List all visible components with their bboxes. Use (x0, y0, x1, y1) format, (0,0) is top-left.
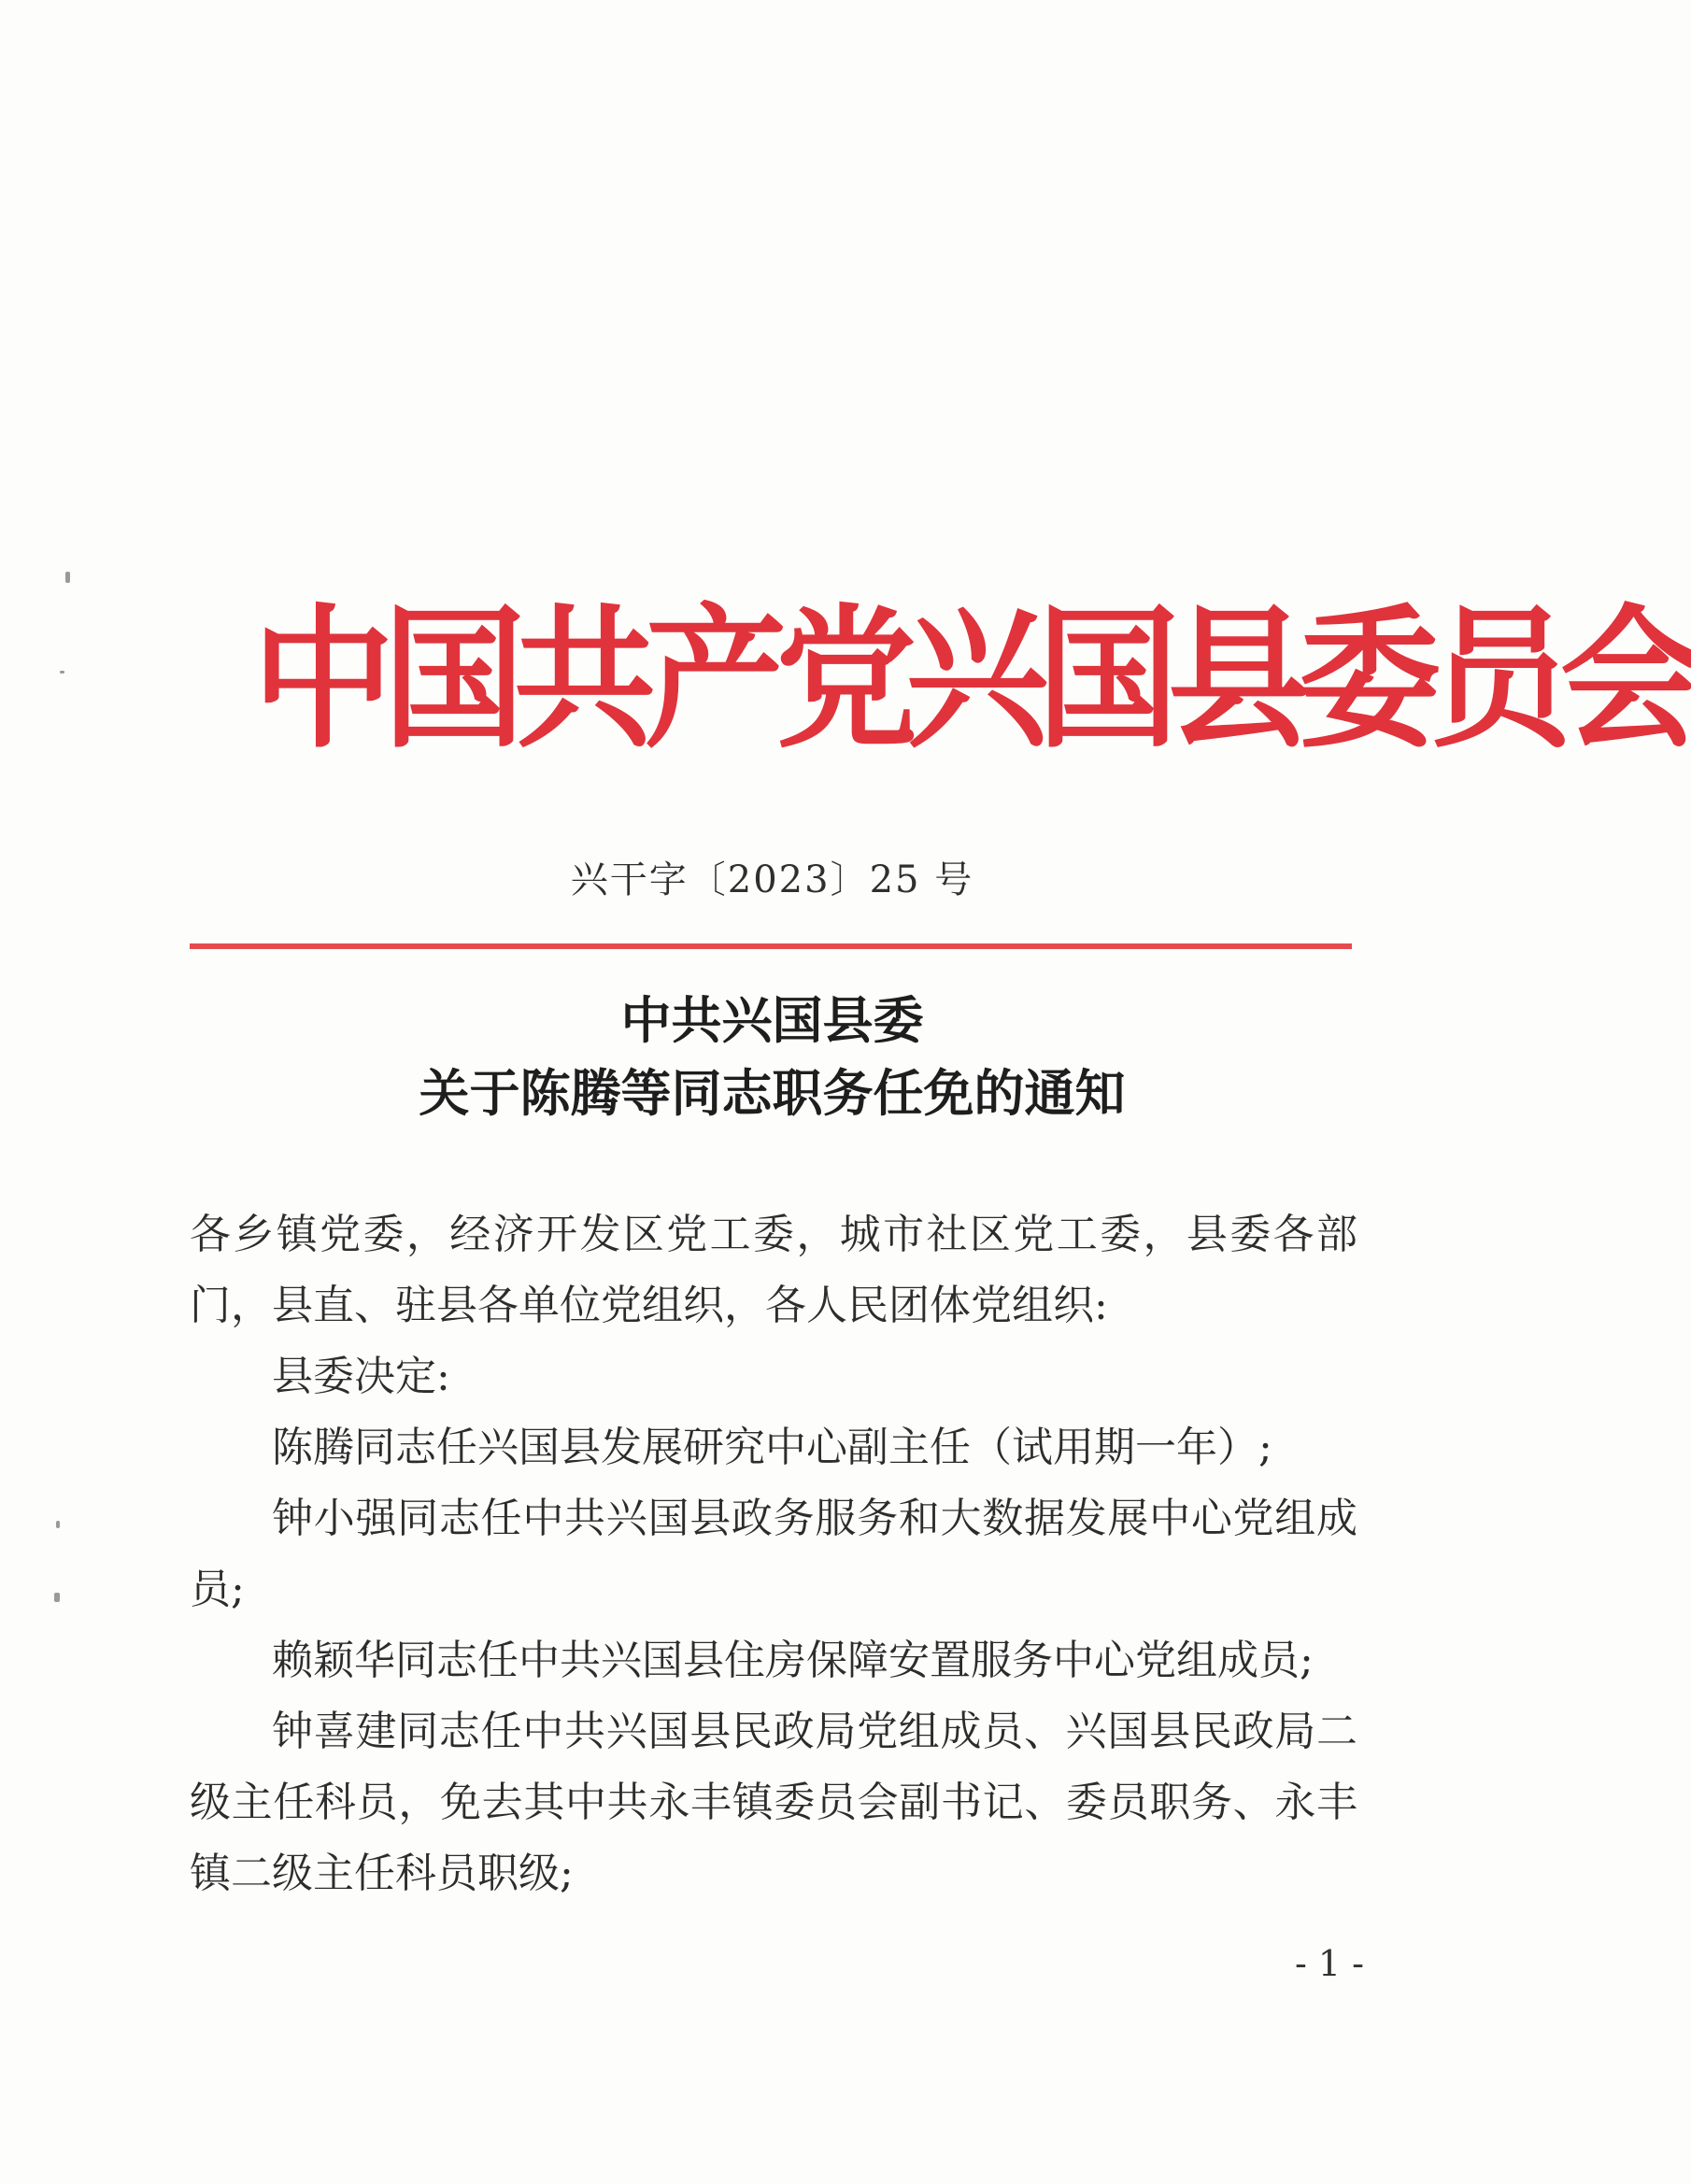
red-divider-line (190, 943, 1352, 949)
body-paragraph: 陈腾同志任兴国县发展研究中心副主任（试用期一年）; (272, 1424, 1272, 1471)
body-paragraph: 赖颖华同志任中共兴国县住房保障安置服务中心党组成员; (272, 1637, 1314, 1684)
scan-speck (56, 1521, 60, 1528)
body-paragraph: 县委决定: (272, 1353, 450, 1400)
body-paragraph: 钟喜建同志任中共兴国县民政局党组成员、兴国县民政局二级主任科员，免去其中共永丰镇委员会副书记、委员职务、永丰镇二级主任科员职级; (190, 1708, 1357, 1897)
page-number: - 1 - (1294, 1943, 1364, 1984)
body-paragraph: 钟小强同志任中共兴国县政务服务和大数据发展中心党组成员; (190, 1495, 1357, 1613)
issuing-authority-header: 中国共产党兴国县委员会 (252, 589, 1691, 770)
document-number: 兴干字〔2023〕25 号 (570, 858, 974, 901)
scan-speck (60, 671, 64, 674)
notice-body (190, 1199, 1357, 1909)
scan-speck (54, 1593, 60, 1602)
addressee-paragraph: 各乡镇党委，经济开发区党工委，城市社区党工委，县委各部门，县直、驻县各单位党组织，各人民团体党组织: (190, 1211, 1357, 1329)
notice-title-line-2: 关于陈腾等同志职务任免的通知 (419, 1064, 1126, 1123)
scan-speck (65, 572, 70, 583)
notice-title-line-1: 中共兴国县委 (620, 991, 924, 1050)
